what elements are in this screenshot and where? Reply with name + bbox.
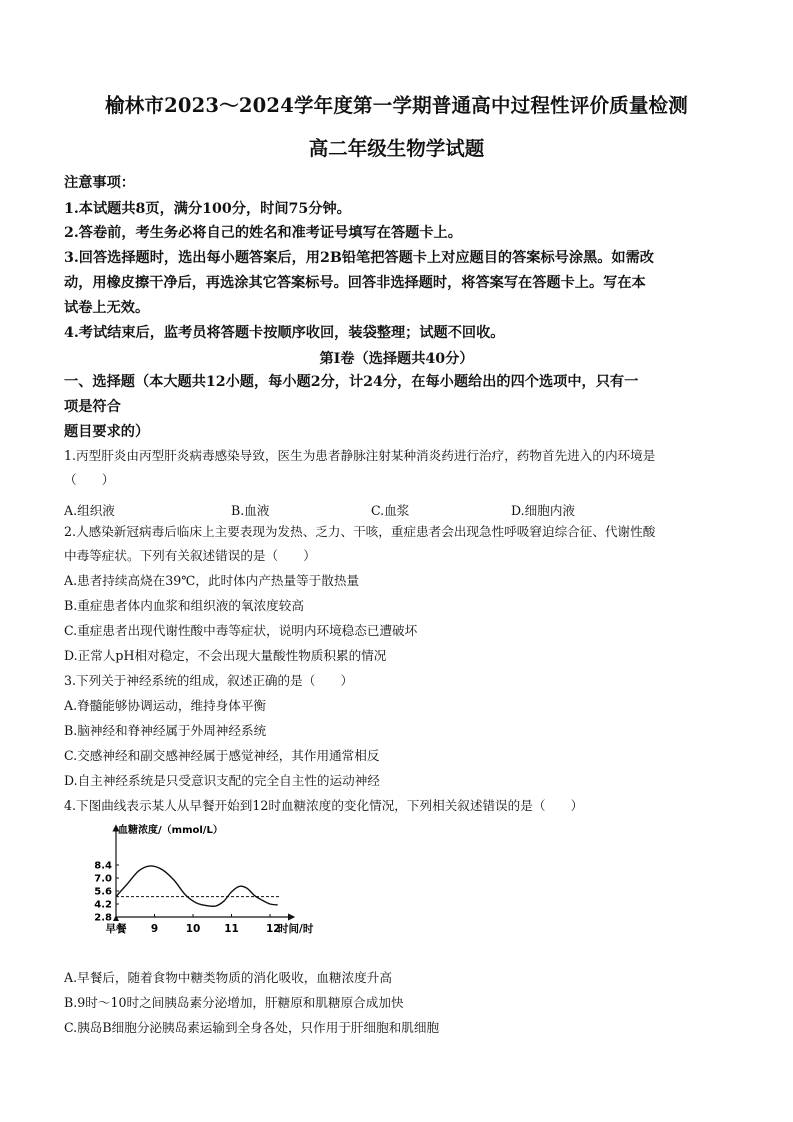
section-title: 第Ⅰ卷（选择题共40分） xyxy=(319,351,474,367)
notice-heading: 注意事项： xyxy=(64,175,135,191)
question-1-stem: 1.丙型肝炎由丙型肝炎病毒感染导致，医生为患者静脉注射某种消炎药进行治疗，药物首先进入的内环境是 xyxy=(64,448,656,463)
question-4-option-b: B.9时～10时之间胰岛素分泌增加，肝糖原和肌糖原合成加快 xyxy=(64,995,404,1010)
question-4-option-c: C.胰岛B细胞分泌胰岛素运输到全身各处，只作用于肝细胞和肌细胞 xyxy=(64,1020,440,1035)
blood-glucose-chart xyxy=(66,820,336,948)
question-4-option-a: A.早餐后，随着食物中糖类物质的消化吸收，血糖浓度升高 xyxy=(64,970,392,985)
section-instructions: 一、选择题（本大题共12小题，每小题2分，计24分，在每小题给出的四个选项中，只有一 xyxy=(64,374,639,390)
y-tick-label: 7.0 xyxy=(94,873,112,885)
y-tick-label: 5.6 xyxy=(94,886,112,898)
x-tick-label: 11 xyxy=(224,923,239,935)
question-1-option-c: C.血浆 xyxy=(371,503,410,518)
question-1-stem: （ ） xyxy=(64,472,115,487)
question-2-option-a: A.患者持续高烧在39℃，此时体内产热量等于散热量 xyxy=(64,573,360,588)
x-axis-label: 时间/时 xyxy=(278,923,314,935)
section-instructions: 项是符合 xyxy=(64,399,121,415)
notice-line: 试卷上无效。 xyxy=(64,300,150,316)
question-2-stem: 2.人感染新冠病毒后临床上主要表现为发热、乏力、干咳，重症患者会出现急性呼吸窘迫综合征、代谢性酸 xyxy=(64,524,656,539)
x-tick-label: 9 xyxy=(150,923,159,935)
question-4-stem: 4.下图曲线表示某人从早餐开始到12时血糖浓度的变化情况，下列相关叙述错误的是（ ） xyxy=(64,798,584,813)
question-2-option-c: C.重症患者出现代谢性酸中毒等症状，说明内环境稳态已遭破坏 xyxy=(64,623,418,638)
x-tick-label: 10 xyxy=(185,923,201,935)
y-tick-label: 2.8 xyxy=(94,912,112,924)
exam-title: 榆林市2023～2024学年度第一学期普通高中过程性评价质量检测 xyxy=(105,94,688,117)
x-tick-label: 早餐 xyxy=(105,923,127,935)
question-2-option-d: D.正常人pH相对稳定，不会出现大量酸性物质积累的情况 xyxy=(64,648,387,663)
question-3-option-d: D.自主神经系统是只受意识支配的完全自主性的运动神经 xyxy=(64,773,380,788)
question-1-option-a: A.组织液 xyxy=(64,503,115,518)
notice-line: 4.考试结束后，监考员将答题卡按顺序收回，装袋整理；试题不回收。 xyxy=(64,325,505,341)
question-3-stem: 3.下列关于神经系统的组成，叙述正确的是（ ） xyxy=(64,673,354,688)
question-3-option-c: C.交感神经和副交感神经属于感觉神经，其作用通常相反 xyxy=(64,748,380,763)
notice-line: 动，用橡皮擦干净后，再选涂其它答案标号。回答非选择题时，将答案写在答题卡上。写在本 xyxy=(64,275,646,291)
blood-glucose-curve xyxy=(116,866,278,906)
question-3-option-a: A.脊髓能够协调运动，维持身体平衡 xyxy=(64,698,267,713)
notice-line: 1.本试题共8页，满分100分，时间75分钟。 xyxy=(64,201,351,217)
y-tick-label: 4.2 xyxy=(94,899,112,911)
question-2-stem: 中毒等症状。下列有关叙述错误的是（ ） xyxy=(64,548,316,563)
question-2-option-b: B.重症患者体内血浆和组织液的氧浓度较高 xyxy=(64,598,304,613)
exam-subtitle: 高二年级生物学试题 xyxy=(308,137,485,160)
section-instructions: 题目要求的） xyxy=(64,424,150,440)
notice-line: 3.回答选择题时，选出每小题答案后，用2B铅笔把答题卡上对应题目的答案标号涂黑。如需改 xyxy=(64,250,654,266)
x-tick-label: 12 xyxy=(266,923,281,935)
question-1-option-d: D.细胞内液 xyxy=(511,503,576,518)
question-1-option-b: B.血液 xyxy=(231,503,270,518)
notice-line: 2.答卷前，考生务必将自己的姓名和准考证号填写在答题卡上。 xyxy=(64,225,462,241)
y-tick-label: 8.4 xyxy=(94,860,112,872)
question-3-option-b: B.脑神经和脊神经属于外周神经系统 xyxy=(64,723,267,738)
y-axis-label: 血糖浓度/（mmol/L） xyxy=(118,825,223,836)
breakfast-arrow xyxy=(113,915,119,921)
